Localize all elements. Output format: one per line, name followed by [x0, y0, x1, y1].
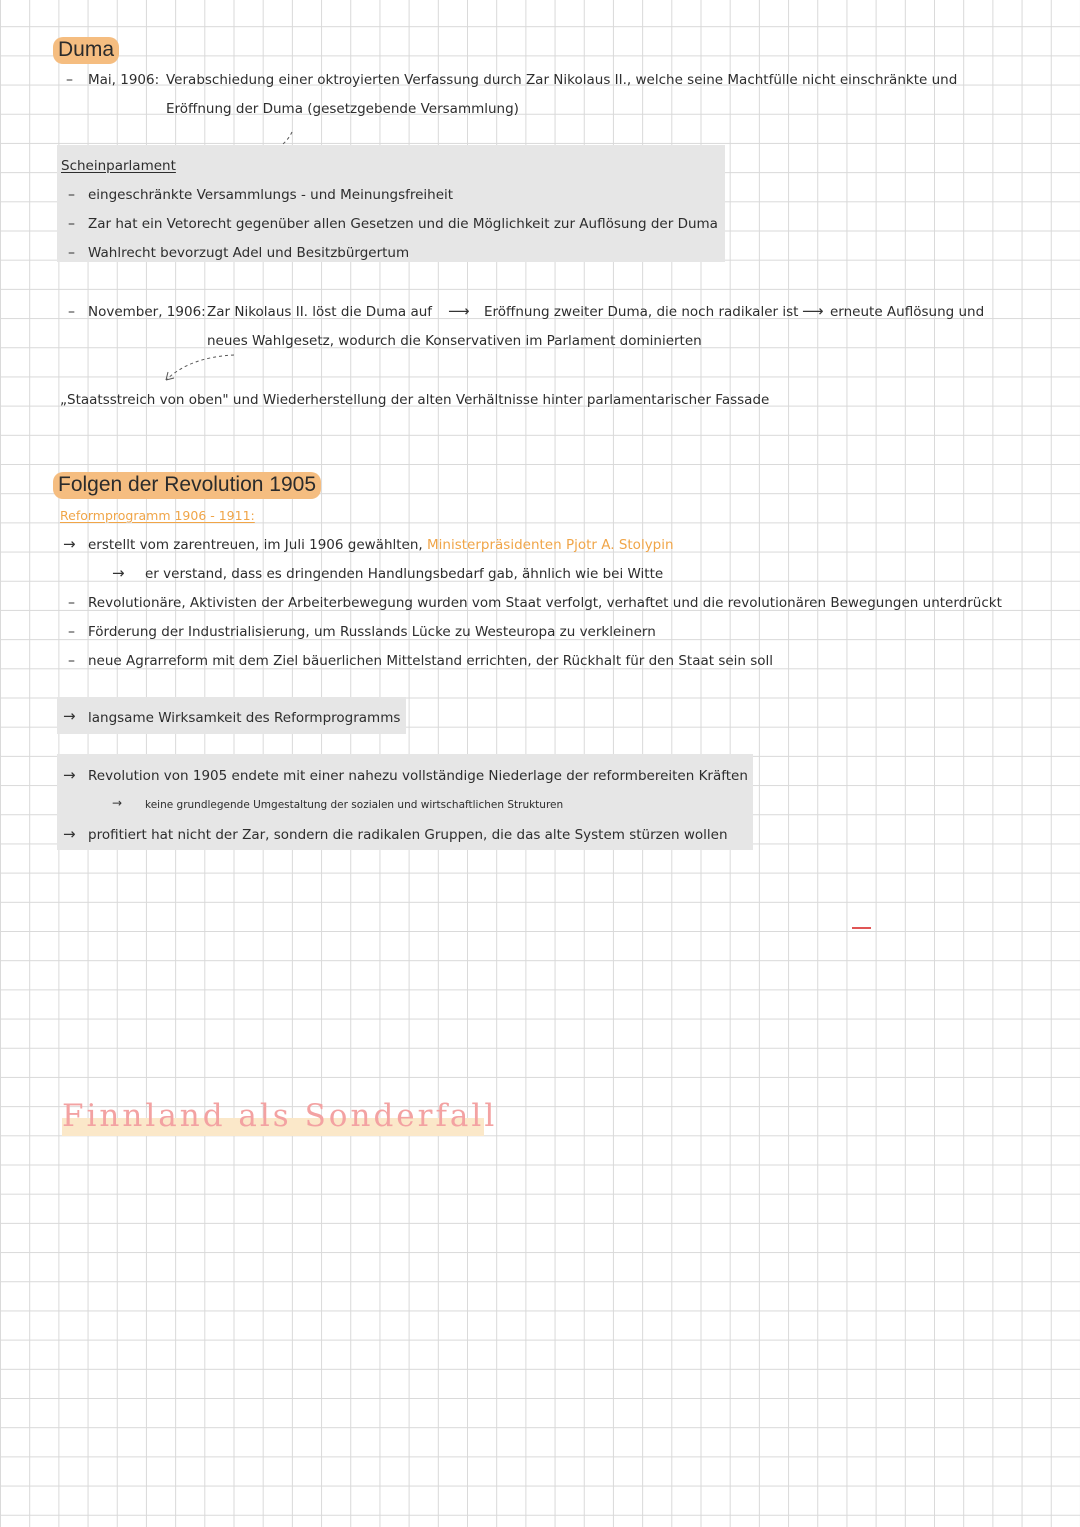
duma-item1-date: Mai, 1906: — [88, 72, 160, 88]
arrow-icon: → — [112, 564, 125, 582]
stolypin-highlight: Ministerpräsidenten Pjotr A. Stolypin — [427, 537, 674, 553]
dashed-arrow-icon — [160, 352, 240, 386]
folgen-line1-text: erstellt vom zarentreuen, im Juli 1906 gewählten, — [88, 537, 423, 553]
long-arrow-icon: ⟶ — [448, 302, 470, 320]
dash-bullet: – — [68, 245, 75, 261]
niederlage-line3: profitiert hat nicht der Zar, sondern die radikalen Gruppen, die das alte System stürzen wollen — [88, 827, 728, 843]
folgen-line1-sub: er verstand, dass es dringenden Handlungsbedarf gab, ähnlich wie bei Witte — [145, 566, 664, 582]
box-item-3: Wahlrecht bevorzugt Adel und Besitzbürgertum — [88, 245, 410, 261]
dash-bullet: – — [66, 72, 73, 88]
duma-item2-part-b: Eröffnung zweiter Duma, die noch radikaler ist — [484, 304, 799, 320]
duma-item2-date: November, 1906: — [88, 304, 206, 320]
arrow-icon: → — [112, 796, 123, 810]
duma-item2-part-a: Zar Nikolaus II. löst die Duma auf — [207, 304, 433, 320]
arrow-icon: → — [63, 535, 76, 553]
dash-bullet: – — [68, 653, 75, 669]
arrow-icon: → — [63, 825, 76, 843]
duma-item2-part-c: erneute Auflösung und — [830, 304, 985, 320]
dash-bullet: – — [68, 595, 75, 611]
duma-item1-line1: Verabschiedung einer oktroyierten Verfassung durch Zar Nikolaus II., welche seine Machtfülle nicht einschränkte und — [166, 72, 958, 88]
duma-item2-line2: neues Wahlgesetz, wodurch die Konservativen im Parlament dominierten — [207, 333, 702, 349]
reformprogramm-subheading: Reformprogramm 1906 - 1911: — [60, 508, 255, 523]
niederlage-sub: keine grundlegende Umgestaltung der sozialen und wirtschaftlichen Strukturen — [145, 799, 564, 811]
long-arrow-icon: ⟶ — [802, 302, 824, 320]
folgen-item-1: Revolutionäre, Aktivisten der Arbeiterbewegung wurden vom Staat verfolgt, verhaftet und die revolutionären Bewegungen unterdrückt — [88, 595, 1002, 611]
dash-bullet: – — [68, 624, 75, 640]
arrow-icon: → — [63, 707, 76, 725]
wirksamkeit-text: langsame Wirksamkeit des Reformprogramms — [88, 710, 401, 726]
dash-bullet: – — [68, 187, 75, 203]
section-heading-duma: Duma — [53, 37, 119, 64]
folgen-line1 — [88, 537, 674, 553]
box-item-1: eingeschränkte Versammlungs - und Meinungsfreiheit — [88, 187, 454, 203]
dash-bullet: – — [68, 304, 75, 320]
niederlage-line1: Revolution von 1905 endete mit einer nahezu vollständige Niederlage der reformbereiten Kräften — [88, 768, 748, 784]
section-heading-finnland: Finnland als Sonderfall — [62, 1098, 498, 1134]
arrow-icon: → — [63, 766, 76, 784]
dash-bullet: – — [68, 216, 75, 232]
duma-conclusion: „Staatsstreich von oben" und Wiederherstellung der alten Verhältnisse hinter parlamentarischer Fassade — [60, 392, 770, 408]
folgen-item-2: Förderung der Industrialisierung, um Russlands Lücke zu Westeuropa zu verkleinern — [88, 624, 656, 640]
section-heading-folgen: Folgen der Revolution 1905 — [53, 472, 321, 499]
folgen-item-3: neue Agrarreform mit dem Ziel bäuerlichen Mittelstand errichten, der Rückhalt für den Staat sein soll — [88, 653, 774, 669]
duma-item1-line2: Eröffnung der Duma (gesetzgebende Versammlung) — [166, 101, 519, 117]
scheinparlament-title: Scheinparlament — [61, 158, 176, 174]
box-item-2: Zar hat ein Vetorecht gegenüber allen Gesetzen und die Möglichkeit zur Auflösung der Duma — [88, 216, 718, 232]
red-mark — [852, 927, 871, 929]
